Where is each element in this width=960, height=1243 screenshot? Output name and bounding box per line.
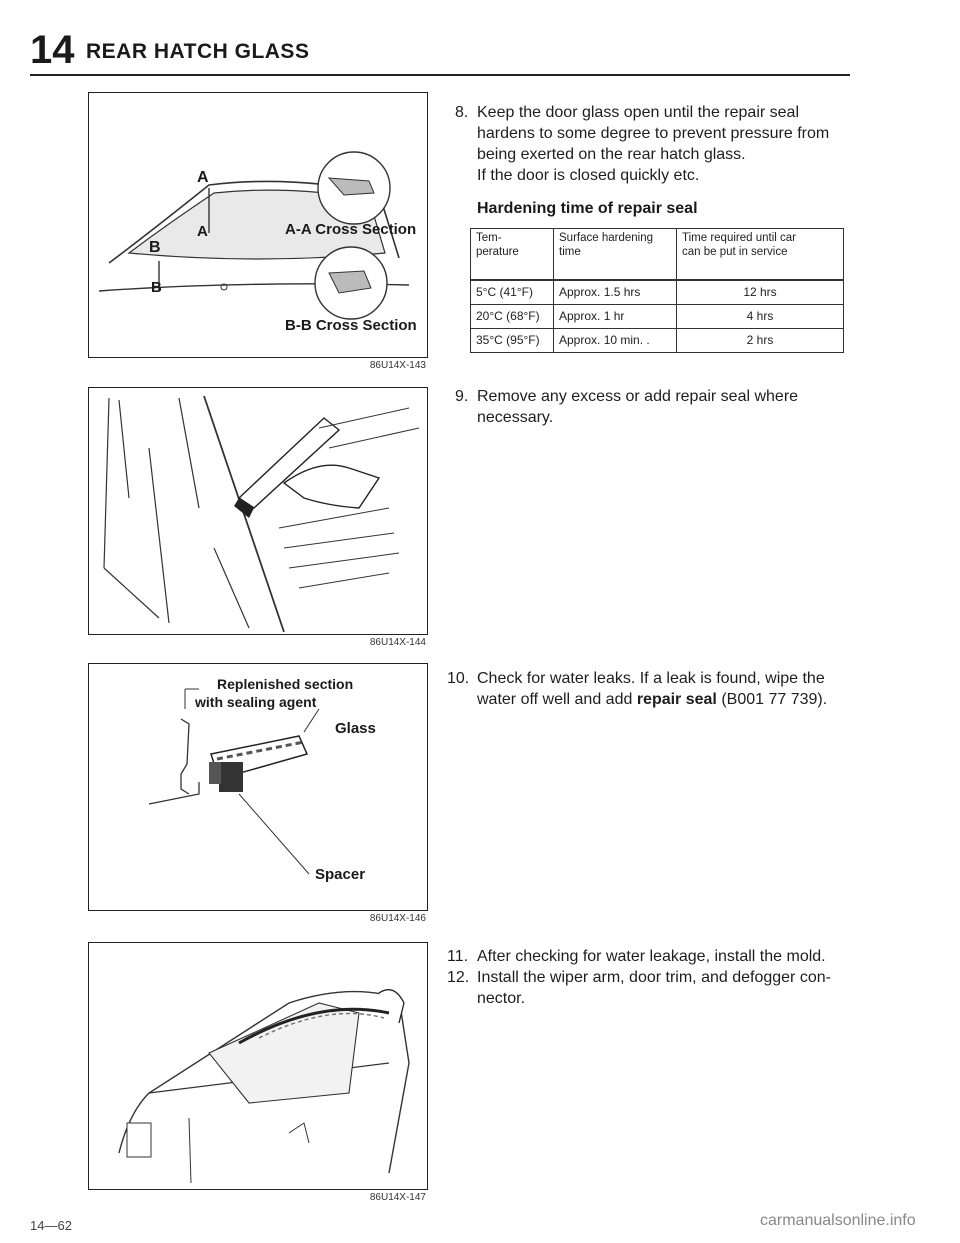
install-mold-illustration <box>89 943 427 1189</box>
hardening-table-title: Hardening time of repair seal <box>477 200 698 217</box>
cell-required: 2 hrs <box>677 329 844 353</box>
step-11-number: 11. <box>447 948 469 965</box>
header-temperature: Tem- perature <box>471 229 554 281</box>
step-12 <box>447 967 857 1009</box>
label-a-top: A <box>197 169 209 186</box>
label-a-mid: A <box>197 223 208 240</box>
label-section-bb: B-B Cross Section <box>285 317 417 334</box>
label-spacer: Spacer <box>315 866 366 883</box>
label-section-aa: A-A Cross Section <box>285 221 417 238</box>
figure-code-2: 86U14X-144 <box>369 637 426 648</box>
header-surface-hardening: Surface hardening time <box>554 229 677 281</box>
section-title: REAR HATCH GLASS <box>86 40 310 63</box>
label-b-mid: B <box>151 279 162 296</box>
step-9 <box>455 386 855 428</box>
figure-code-1: 86U14X-143 <box>369 360 426 371</box>
hardening-table <box>470 228 844 353</box>
cell-temp: 5°C (41°F) <box>471 280 554 305</box>
label-replenished-line2: with sealing agent <box>195 694 317 710</box>
cell-surface: Approx. 10 min. . <box>554 329 677 353</box>
step-8-line-4: If the door is closed quickly etc. <box>477 167 700 184</box>
figure-replenished-section <box>88 663 428 911</box>
label-replenished-line1: Replenished section <box>217 676 354 692</box>
step-12-line-1: Install the wiper arm, door trim, and defogger con- <box>477 969 831 986</box>
repair-seal-emphasis: repair seal <box>636 691 717 708</box>
label-b-top: B <box>149 239 161 256</box>
step-9-number: 9. <box>455 388 469 405</box>
figure-install-mold <box>88 942 428 1190</box>
step-12-line-2: nector. <box>477 990 526 1007</box>
label-glass: Glass <box>335 720 376 737</box>
page-number: 14—62 <box>30 1218 72 1233</box>
cell-surface: Approx. 1 hr <box>554 305 677 329</box>
cell-temp: 35°C (95°F) <box>471 329 554 353</box>
watermark: carmanualsonline.info <box>760 1212 916 1229</box>
step-10-line-1: Check for water leaks. If a leak is found, wipe the <box>477 670 825 687</box>
table-row <box>471 280 844 305</box>
step-11 <box>447 946 857 967</box>
cell-required: 4 hrs <box>677 305 844 329</box>
step-9-line-1: Remove any excess or add repair seal where <box>477 388 799 405</box>
step-10 <box>447 668 857 710</box>
figure-code-3: 86U14X-146 <box>369 913 426 924</box>
cell-temp: 20°C (68°F) <box>471 305 554 329</box>
step-8 <box>455 102 855 186</box>
step-9-line-2: necessary. <box>477 409 554 426</box>
step-8-number: 8. <box>455 104 469 121</box>
step-11-line-1: After checking for water leakage, install the mold. <box>477 948 826 965</box>
step-10-number: 10. <box>447 670 470 687</box>
step-12-number: 12. <box>447 969 470 986</box>
figure-code-4: 86U14X-147 <box>369 1192 426 1203</box>
figure-cross-section <box>88 92 428 358</box>
step-8-line-3: being exerted on the rear hatch glass. <box>477 146 746 163</box>
step-8-line-1: Keep the door glass open until the repair seal <box>477 104 799 121</box>
cell-surface: Approx. 1.5 hrs <box>554 280 677 305</box>
cell-required: 12 hrs <box>677 280 844 305</box>
page-header <box>30 28 850 76</box>
table-row <box>471 329 844 353</box>
applying-seal-illustration <box>89 388 427 634</box>
table-row <box>471 305 844 329</box>
step-8-line-2: hardens to some degree to prevent pressure from <box>477 125 830 142</box>
step-10-line-2: water off well and add repair seal (B001 77 739). <box>477 691 828 708</box>
hardening-table-header <box>471 229 844 281</box>
header-time-required: Time required until car can be put in service <box>677 229 844 281</box>
section-number: 14 <box>30 28 75 72</box>
figure-applying-seal <box>88 387 428 635</box>
